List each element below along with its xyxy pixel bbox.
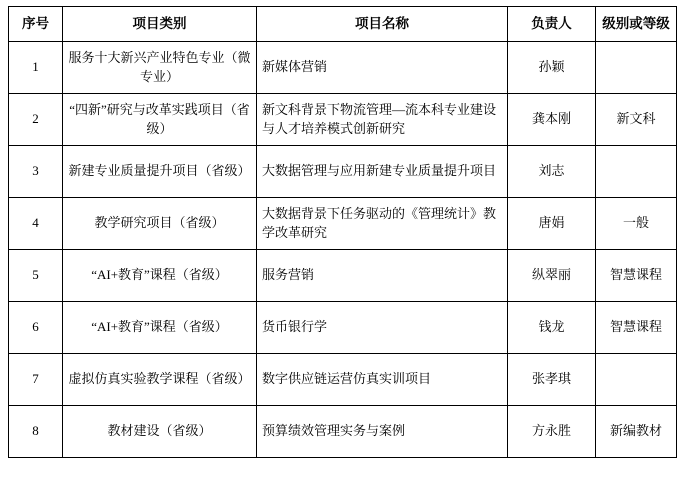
project-table bbox=[8, 6, 677, 458]
cell-level: 智慧课程 bbox=[596, 250, 677, 302]
document-page bbox=[0, 6, 684, 487]
table-row bbox=[9, 354, 677, 406]
cell-level: 新编教材 bbox=[596, 406, 677, 458]
cell-name: 货币银行学 bbox=[257, 302, 508, 354]
table-row bbox=[9, 198, 677, 250]
table-row bbox=[9, 406, 677, 458]
table-header-row bbox=[9, 7, 677, 42]
cell-category: “AI+教育”课程（省级） bbox=[63, 302, 257, 354]
cell-person: 方永胜 bbox=[508, 406, 596, 458]
cell-level: 新文科 bbox=[596, 94, 677, 146]
cell-person: 龚本刚 bbox=[508, 94, 596, 146]
column-header-name: 项目名称 bbox=[257, 7, 508, 42]
column-header-person: 负责人 bbox=[508, 7, 596, 42]
cell-category: 虚拟仿真实验教学课程（省级） bbox=[63, 354, 257, 406]
cell-person: 刘志 bbox=[508, 146, 596, 198]
table-row bbox=[9, 146, 677, 198]
cell-index: 7 bbox=[9, 354, 63, 406]
cell-index: 6 bbox=[9, 302, 63, 354]
cell-person: 钱龙 bbox=[508, 302, 596, 354]
table-row bbox=[9, 42, 677, 94]
table-body bbox=[9, 42, 677, 458]
cell-level: 一般 bbox=[596, 198, 677, 250]
cell-level bbox=[596, 42, 677, 94]
cell-index: 5 bbox=[9, 250, 63, 302]
cell-name: 数字供应链运营仿真实训项目 bbox=[257, 354, 508, 406]
cell-name: 预算绩效管理实务与案例 bbox=[257, 406, 508, 458]
column-header-index: 序号 bbox=[9, 7, 63, 42]
cell-person: 张孝琪 bbox=[508, 354, 596, 406]
cell-category: “四新”研究与改革实践项目（省级） bbox=[63, 94, 257, 146]
cell-level: 智慧课程 bbox=[596, 302, 677, 354]
cell-level bbox=[596, 354, 677, 406]
cell-category: 教材建设（省级） bbox=[63, 406, 257, 458]
cell-index: 3 bbox=[9, 146, 63, 198]
table-row bbox=[9, 94, 677, 146]
table-header bbox=[9, 7, 677, 42]
cell-name: 服务营销 bbox=[257, 250, 508, 302]
cell-person: 纵翠丽 bbox=[508, 250, 596, 302]
cell-name: 大数据背景下任务驱动的《管理统计》教学改革研究 bbox=[257, 198, 508, 250]
cell-index: 8 bbox=[9, 406, 63, 458]
cell-index: 2 bbox=[9, 94, 63, 146]
cell-category: 教学研究项目（省级） bbox=[63, 198, 257, 250]
cell-index: 1 bbox=[9, 42, 63, 94]
column-header-category: 项目类别 bbox=[63, 7, 257, 42]
cell-person: 唐娟 bbox=[508, 198, 596, 250]
table-row bbox=[9, 302, 677, 354]
table-row bbox=[9, 250, 677, 302]
cell-index: 4 bbox=[9, 198, 63, 250]
cell-level bbox=[596, 146, 677, 198]
cell-person: 孙颖 bbox=[508, 42, 596, 94]
cell-name: 大数据管理与应用新建专业质量提升项目 bbox=[257, 146, 508, 198]
column-header-level: 级别或等级 bbox=[596, 7, 677, 42]
cell-category: 服务十大新兴产业特色专业（微专业） bbox=[63, 42, 257, 94]
cell-category: 新建专业质量提升项目（省级） bbox=[63, 146, 257, 198]
cell-category: “AI+教育”课程（省级） bbox=[63, 250, 257, 302]
cell-name: 新媒体营销 bbox=[257, 42, 508, 94]
cell-name: 新文科背景下物流管理—流本科专业建设与人才培养模式创新研究 bbox=[257, 94, 508, 146]
